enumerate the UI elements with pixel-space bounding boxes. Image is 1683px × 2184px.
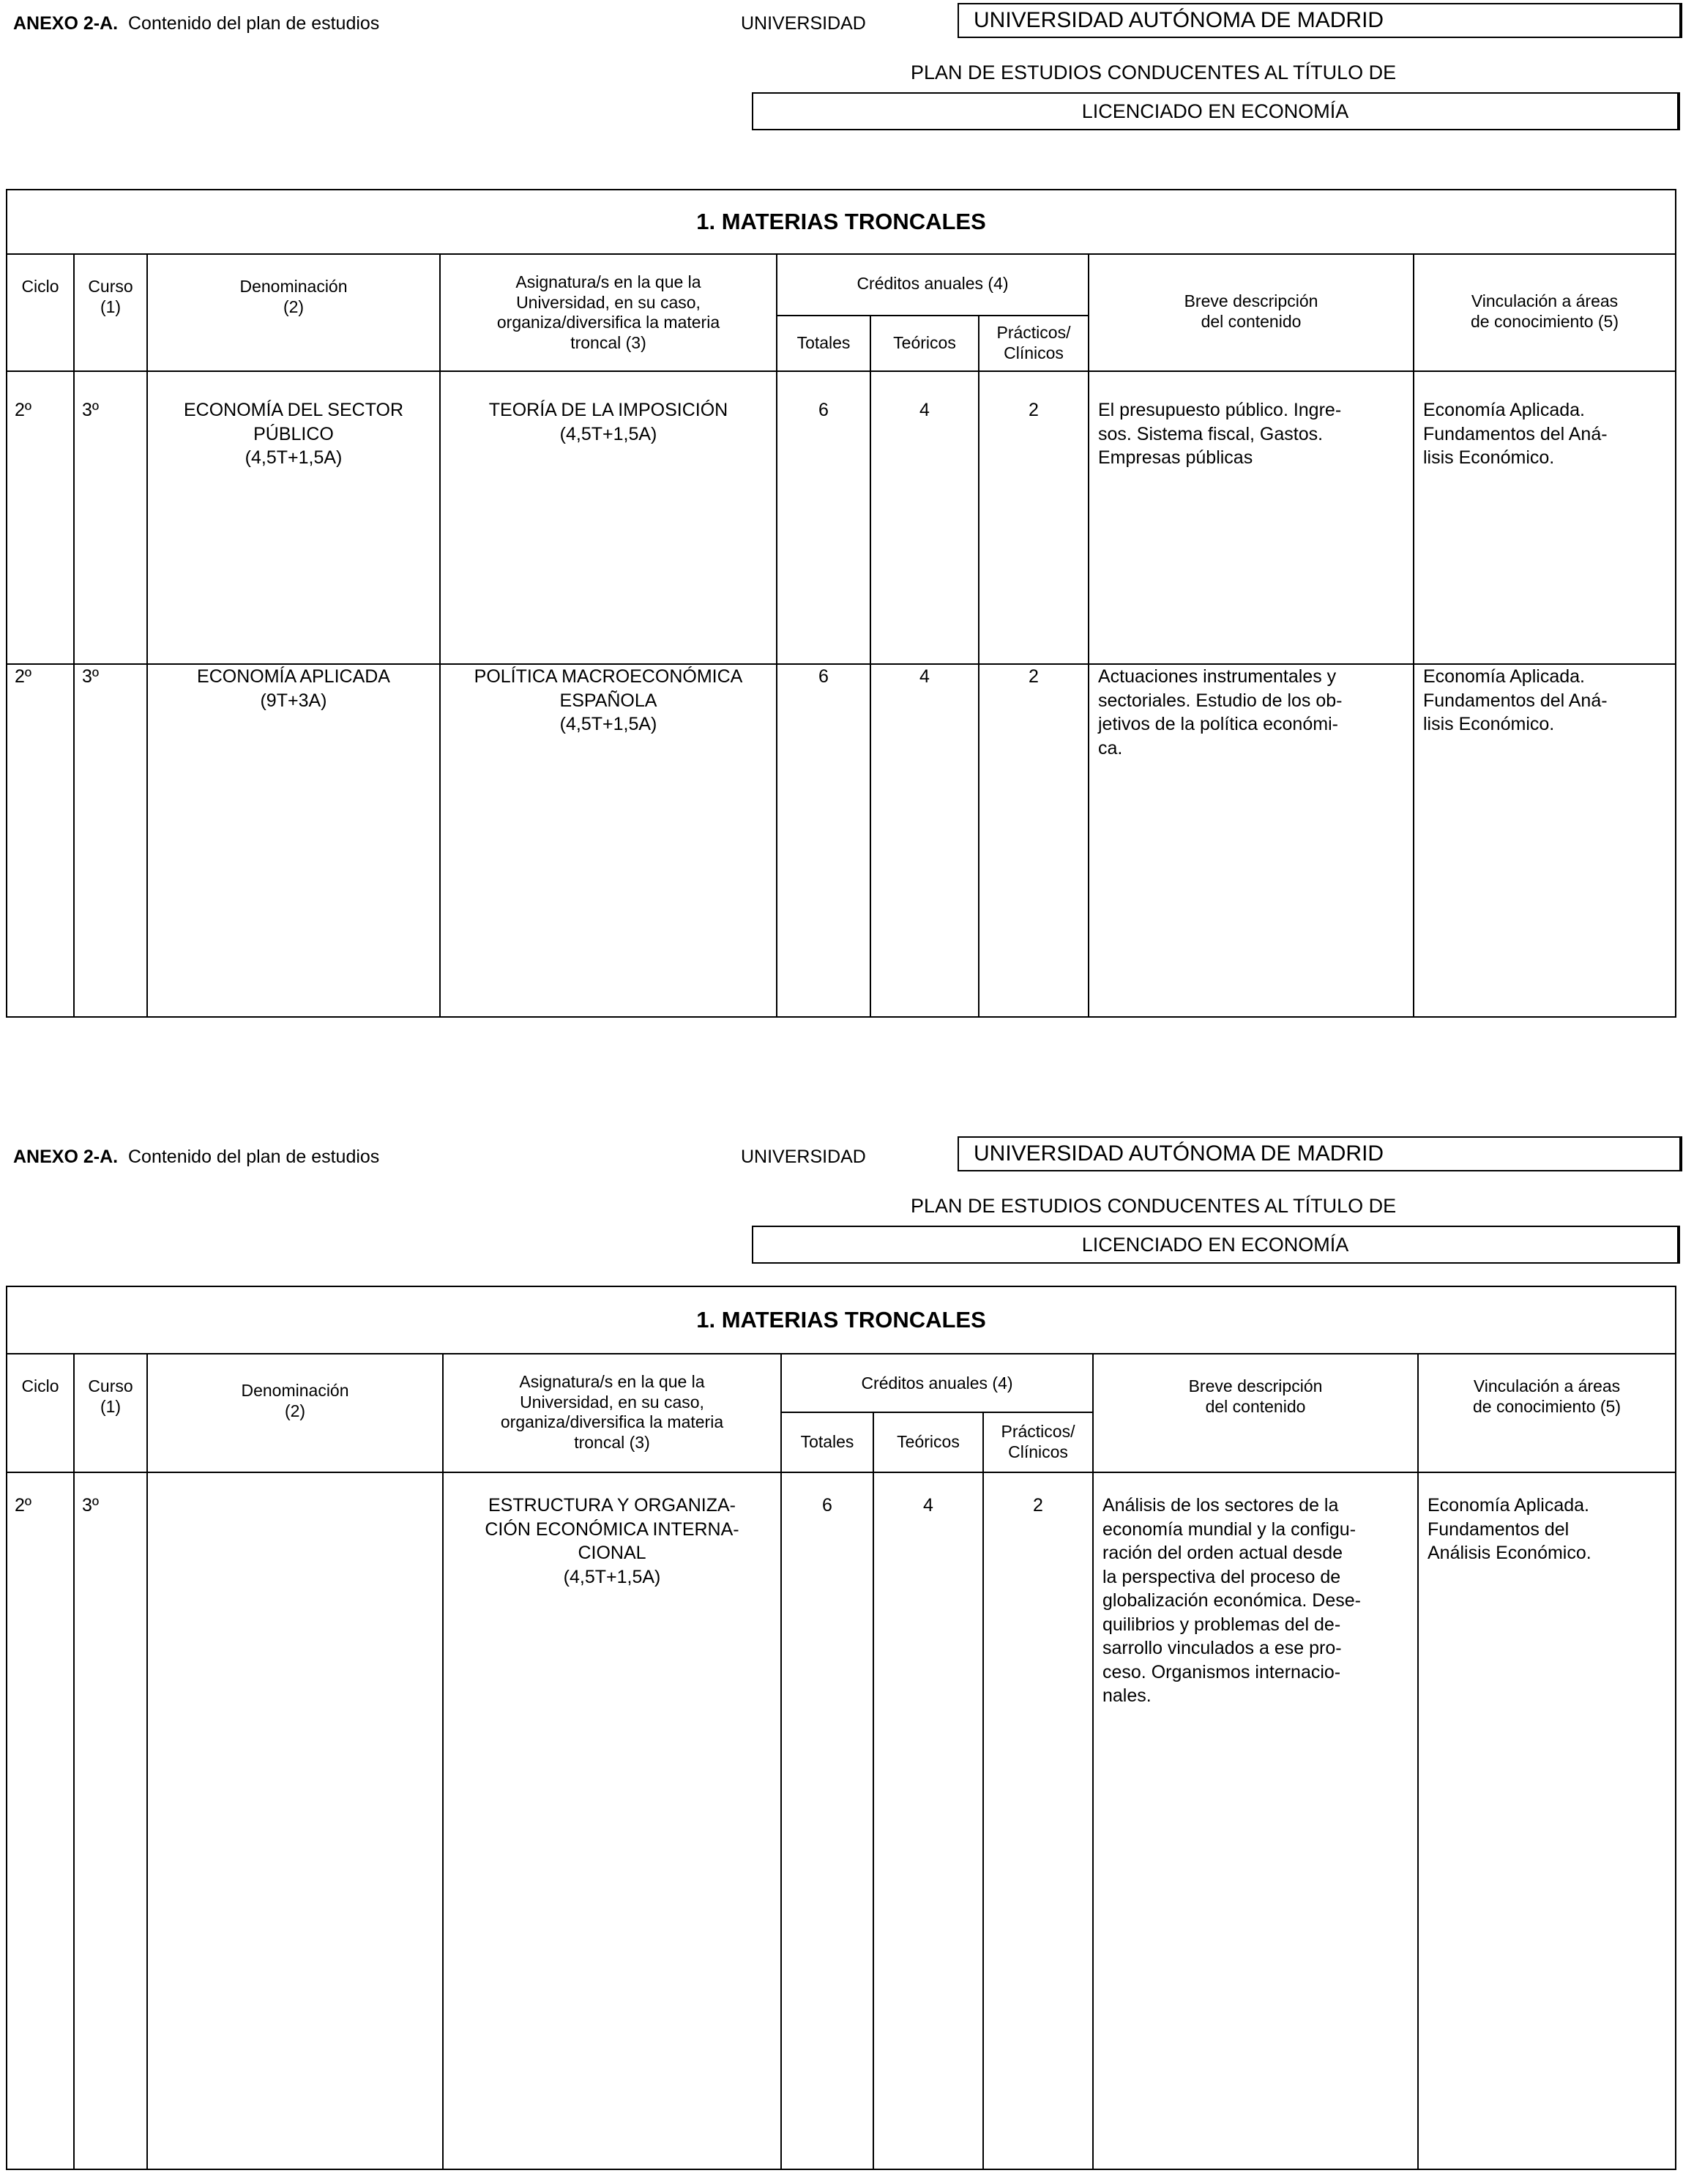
col-ciclo: Ciclo: [7, 254, 74, 371]
col-teoricos: Teóricos: [873, 1412, 983, 1472]
materias-table: [6, 189, 1676, 1018]
table-row: [7, 664, 1676, 1017]
plan-text: PLAN DE ESTUDIOS CONDUCENTES AL TÍTULO DE: [911, 1195, 1397, 1217]
denominacion-cell: ECONOMÍA DEL SECTOR PÚBLICO (4,5T+1,5A): [147, 371, 440, 664]
asignatura-cell: ESTRUCTURA Y ORGANIZA- CIÓN ECONÓMICA INTERNA- CIONAL (4,5T+1,5A): [443, 1472, 781, 2169]
curso-cell: 3º: [74, 371, 147, 664]
totales-cell: 6: [781, 1472, 873, 2169]
ciclo-cell: 2º: [7, 664, 74, 1017]
curso-cell: 3º: [74, 1472, 147, 2169]
col-practicos: Prácticos/ Clínicos: [983, 1412, 1093, 1472]
col-practicos: Prácticos/ Clínicos: [979, 316, 1089, 371]
table-row: [7, 1472, 1676, 2169]
col-ciclo: Ciclo: [7, 1354, 74, 1472]
col-vinculacion: Vinculación a áreas de conocimiento (5): [1414, 254, 1676, 371]
teoricos-cell: 4: [870, 371, 979, 664]
plan-text: PLAN DE ESTUDIOS CONDUCENTES AL TÍTULO DE: [911, 62, 1397, 83]
col-creditos: Créditos anuales (4): [781, 1354, 1093, 1412]
col-curso: Curso (1): [74, 1354, 147, 1472]
denominacion-cell: [147, 1472, 443, 2169]
vinculacion-cell: Economía Aplicada. Fundamentos del Aná- lisis Económico.: [1414, 664, 1676, 1017]
teoricos-cell: 4: [870, 664, 979, 1017]
table-row: [7, 371, 1676, 664]
col-curso: Curso (1): [74, 254, 147, 371]
practicos-cell: 2: [983, 1472, 1093, 2169]
col-descripcion: Breve descripción del contenido: [1093, 1354, 1418, 1472]
universidad-value: UNIVERSIDAD AUTÓNOMA DE MADRID: [958, 3, 1682, 38]
descripcion-cell: Análisis de los sectores de la economía mundial y la configu- ración del orden actual desde la perspectiva del proceso de globalización económica. Dese- quilibrios y problemas del de- sarrollo vinculados a ese pro- ceso. Organismos internacio- nales.: [1093, 1472, 1418, 2169]
anexo-heading: ANEXO 2-A. Contenido del plan de estudios: [13, 13, 380, 34]
col-vinculacion: Vinculación a áreas de conocimiento (5): [1418, 1354, 1676, 1472]
titulo-value: LICENCIADO EN ECONOMÍA: [752, 1226, 1680, 1264]
asignatura-cell: TEORÍA DE LA IMPOSICIÓN (4,5T+1,5A): [440, 371, 777, 664]
practicos-cell: 2: [979, 664, 1089, 1017]
totales-cell: 6: [777, 371, 870, 664]
universidad-label: UNIVERSIDAD: [741, 13, 866, 34]
anexo-heading: ANEXO 2-A. Contenido del plan de estudios: [13, 1147, 380, 1167]
materias-table: [6, 1286, 1676, 2170]
curso-cell: 3º: [74, 664, 147, 1017]
col-teoricos: Teóricos: [870, 316, 979, 371]
col-asignatura: Asignatura/s en la que la Universidad, en su caso, organiza/diversifica la materia troncal (3): [440, 254, 777, 371]
universidad-label: UNIVERSIDAD: [741, 1147, 866, 1167]
ciclo-cell: 2º: [7, 1472, 74, 2169]
universidad-value: UNIVERSIDAD AUTÓNOMA DE MADRID: [958, 1136, 1682, 1171]
col-denominacion: Denominación (2): [147, 1354, 443, 1472]
asignatura-cell: POLÍTICA MACROECONÓMICA ESPAÑOLA (4,5T+1,5A): [440, 664, 777, 1017]
col-totales: Totales: [777, 316, 870, 371]
table-title: 1. MATERIAS TRONCALES: [7, 190, 1676, 254]
col-creditos: Créditos anuales (4): [777, 254, 1089, 316]
practicos-cell: 2: [979, 371, 1089, 664]
descripcion-cell: Actuaciones instrumentales y sectoriales. Estudio de los ob- jetivos de la política económi- ca.: [1089, 664, 1414, 1017]
col-denominacion: Denominación (2): [147, 254, 440, 371]
col-asignatura: Asignatura/s en la que la Universidad, en su caso, organiza/diversifica la materia troncal (3): [443, 1354, 781, 1472]
vinculacion-cell: Economía Aplicada. Fundamentos del Aná- lisis Económico.: [1414, 371, 1676, 664]
denominacion-cell: ECONOMÍA APLICADA (9T+3A): [147, 664, 440, 1017]
titulo-value: LICENCIADO EN ECONOMÍA: [752, 92, 1680, 130]
totales-cell: 6: [777, 664, 870, 1017]
ciclo-cell: 2º: [7, 371, 74, 664]
teoricos-cell: 4: [873, 1472, 983, 2169]
vinculacion-cell: Economía Aplicada. Fundamentos del Análisis Económico.: [1418, 1472, 1676, 2169]
col-descripcion: Breve descripción del contenido: [1089, 254, 1414, 371]
table-title: 1. MATERIAS TRONCALES: [7, 1286, 1676, 1354]
descripcion-cell: El presupuesto público. Ingre- sos. Sistema fiscal, Gastos. Empresas públicas: [1089, 371, 1414, 664]
col-totales: Totales: [781, 1412, 873, 1472]
